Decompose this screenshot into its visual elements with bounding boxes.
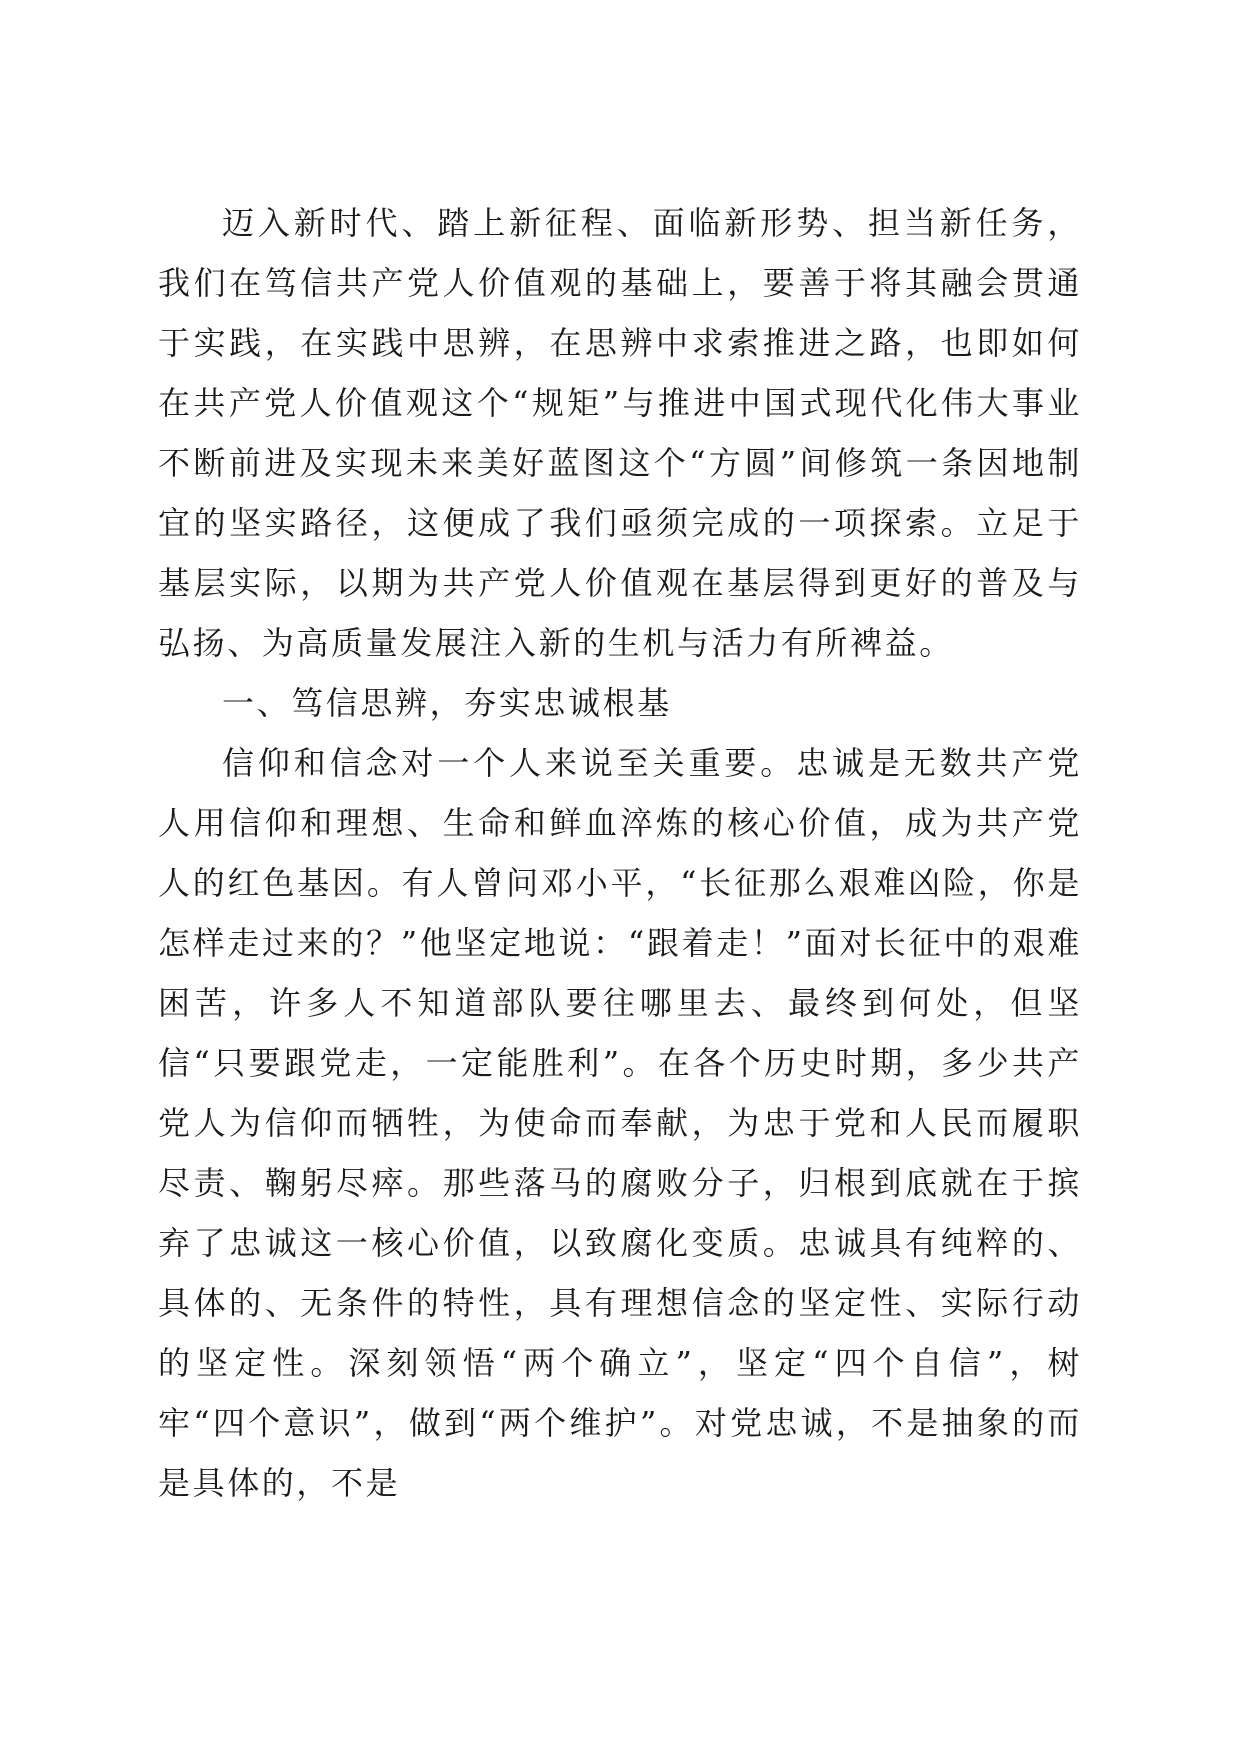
- body-paragraph: 信仰和信念对一个人来说至关重要。忠诚是无数共产党人用信仰和理想、生命和鲜血淬炼的核心价值，成为共产党人的红色基因。有人曾问邓小平，“长征那么艰难凶险，你是怎样走过来的？”他坚定地说：“跟着走！”面对长征中的艰难困苦，许多人不知道部队要往哪里去、最终到何处，但坚信“只要跟党走，一定能胜利”。在各个历史时期，多少共产党人为信仰而牺牲，为使命而奉献，为忠于党和人民而履职尽责、鞠躬尽瘁。那些落马的腐败分子，归根到底就在于摈弃了忠诚这一核心价值，以致腐化变质。忠诚具有纯粹的、具体的、无条件的特性，具有理想信念的坚定性、实际行动的坚定性。深刻领悟“两个确立”，坚定“四个自信”，树牢“四个意识”，做到“两个维护”。对党忠诚，不是抽象的而是具体的，不是: [158, 744, 1082, 1502]
- section-heading: 一、笃信思辨，夯实忠诚根基: [222, 684, 672, 722]
- document-body: [158, 193, 1082, 1513]
- intro-paragraph: 迈入新时代、踏上新征程、面临新形势、担当新任务，我们在笃信共产党人价值观的基础上，要善于将其融会贯通于实践，在实践中思辨，在思辨中求索推进之路，也即如何在共产党人价值观这个“规矩”与推进中国式现代化伟大事业不断前进及实现未来美好蓝图这个“方圆”间修筑一条因地制宜的坚实路径，这便成了我们亟须完成的一项探索。立足于基层实际，以期为共产党人价值观在基层得到更好的普及与弘扬、为高质量发展注入新的生机与活力有所裨益。: [158, 204, 1082, 662]
